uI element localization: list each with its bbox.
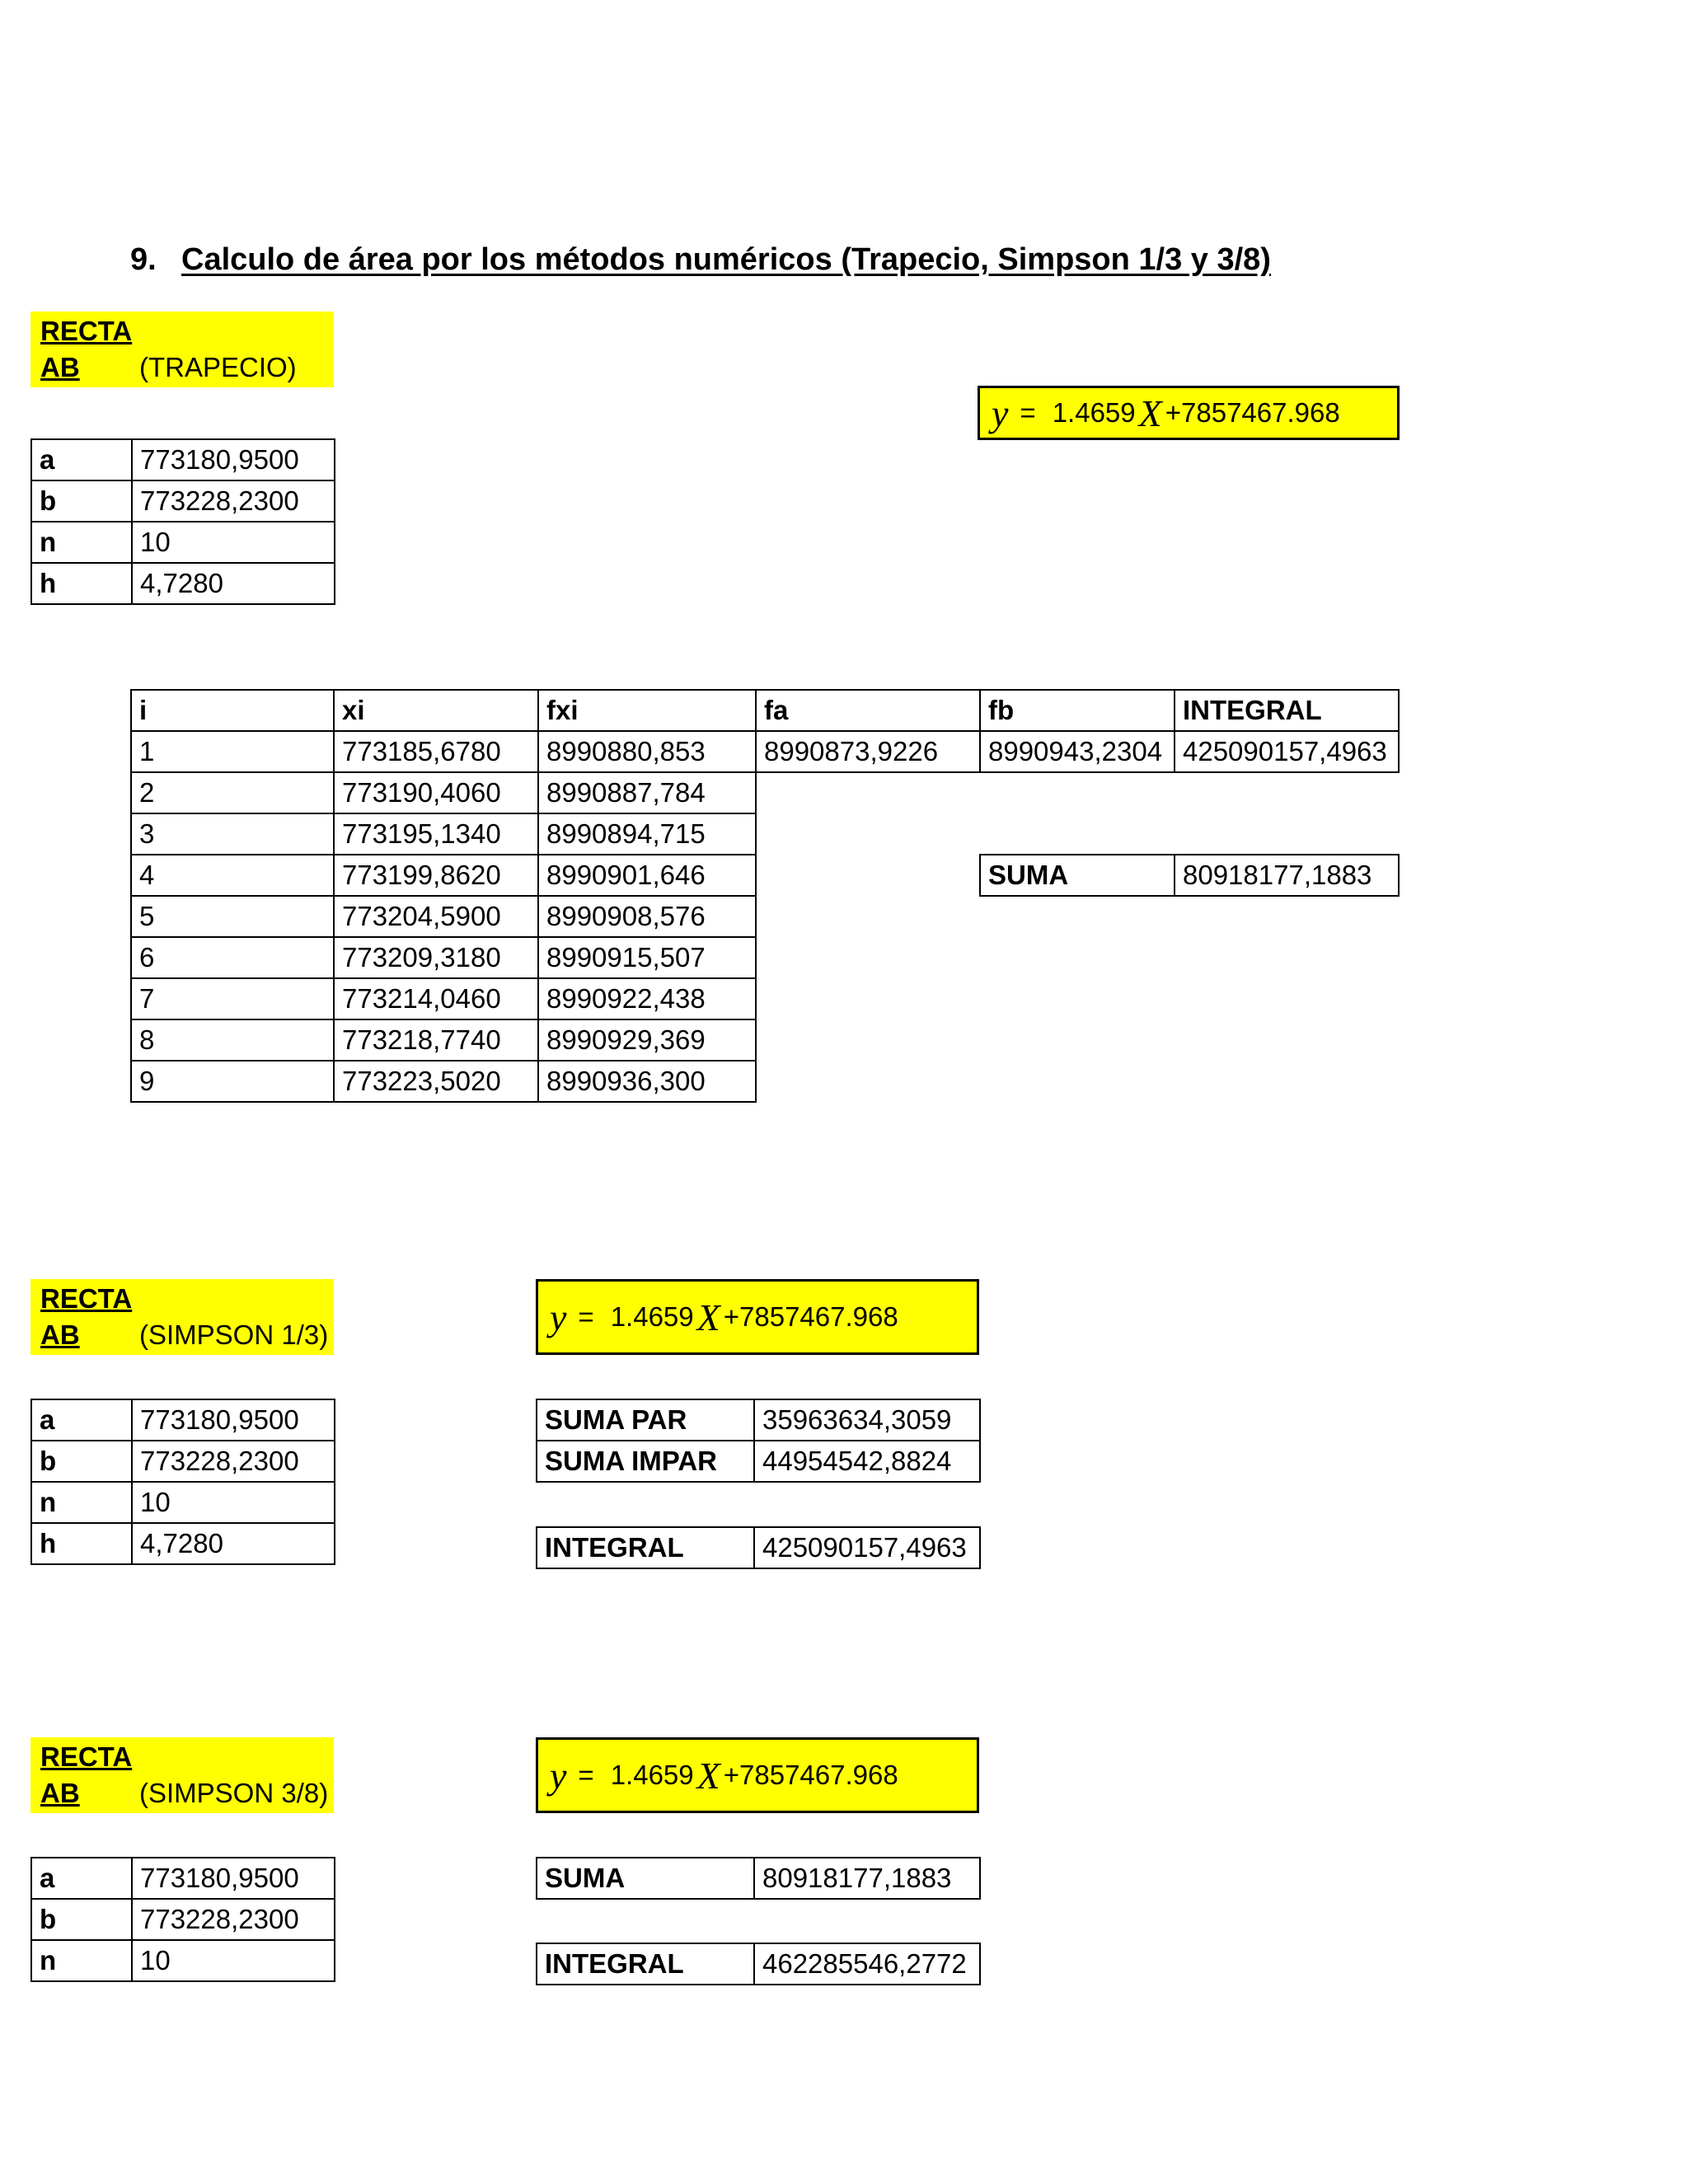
empty-cell [756,813,1399,855]
cell-i: 1 [131,731,334,772]
eq-equals: = [578,1760,594,1790]
suma-label: SUMA [980,855,1175,896]
cell-fxi: 8990894,715 [538,813,756,855]
suma-impar-label: SUMA IMPAR [537,1441,754,1482]
trapecio-equation [978,386,1400,440]
param-key: a [31,439,132,480]
param-value: 4,7280 [132,563,335,604]
param-value: 4,7280 [132,1523,335,1564]
param-value: 773180,9500 [132,439,335,480]
suma-label: SUMA [537,1858,754,1899]
table-row [131,855,1399,896]
cell-xi: 773209,3180 [334,937,538,978]
empty-cell [756,855,980,896]
param-key: a [31,1858,132,1899]
cell-i: 6 [131,937,334,978]
param-value: 773180,9500 [132,1858,335,1899]
suma-par-label: SUMA PAR [537,1399,754,1441]
cell-fxi: 8990929,369 [538,1019,756,1061]
eq-var-y: y [550,1754,567,1797]
empty-cell [756,1019,1399,1061]
param-key: b [31,1899,132,1940]
suma-impar-row [537,1441,980,1482]
cell-xi: 773185,6780 [334,731,538,772]
param-row [31,439,335,480]
header-fa: fa [756,690,980,731]
param-row [31,1940,335,1981]
param-value: 773228,2300 [132,480,335,522]
eq-var-x: X [696,1296,720,1338]
param-value: 10 [132,1940,335,1981]
integral-value: 462285546,2772 [754,1943,980,1985]
simpson38-suma-table [536,1857,981,1900]
empty-cell [756,772,1399,813]
param-key: b [31,480,132,522]
param-key: h [31,1523,132,1564]
simpson38-label [30,1737,334,1813]
param-value: 773228,2300 [132,1899,335,1940]
param-row [31,1899,335,1940]
eq-coef: 1.4659 [610,1301,694,1332]
cell-i: 4 [131,855,334,896]
table-row [131,1061,1399,1102]
header-fxi: fxi [538,690,756,731]
cell-xi: 773195,1340 [334,813,538,855]
label-method: (SIMPSON 1/3) [139,1319,329,1350]
integral-row [537,1527,980,1568]
eq-const: +7857467.968 [1165,397,1340,428]
cell-xi: 773214,0460 [334,978,538,1019]
label-recta: RECTA [40,1283,133,1314]
cell-xi: 773190,4060 [334,772,538,813]
header-fb: fb [980,690,1175,731]
cell-i: 9 [131,1061,334,1102]
cell-fxi: 8990880,853 [538,731,756,772]
page-title [130,242,1271,278]
param-key: n [31,522,132,563]
cell-xi: 773218,7740 [334,1019,538,1061]
eq-var-y: y [992,391,1009,434]
suma-row [537,1858,980,1899]
header-i: i [131,690,334,731]
param-key: a [31,1399,132,1441]
param-key: h [31,563,132,604]
param-value: 773228,2300 [132,1441,335,1482]
cell-i: 7 [131,978,334,1019]
cell-integral: 425090157,4963 [1175,731,1399,772]
empty-cell [756,978,1399,1019]
integral-row [537,1943,980,1985]
empty-cell [756,1061,1399,1102]
eq-var-x: X [1138,391,1162,434]
table-row [131,978,1399,1019]
eq-equals: = [578,1301,594,1332]
param-row [31,522,335,563]
cell-fxi: 8990915,507 [538,937,756,978]
param-value: 10 [132,1482,335,1523]
param-value: 773180,9500 [132,1399,335,1441]
cell-fxi: 8990936,300 [538,1061,756,1102]
suma-par-value: 35963634,3059 [754,1399,980,1441]
header-integral: INTEGRAL [1175,690,1399,731]
table-row [131,1019,1399,1061]
param-row [31,1399,335,1441]
table-row [131,896,1399,937]
suma-impar-value: 44954542,8824 [754,1441,980,1482]
param-key: b [31,1441,132,1482]
simpson13-params-table [30,1399,335,1565]
label-ab: AB [40,1778,80,1808]
trapecio-label [30,312,334,387]
cell-fxi: 8990901,646 [538,855,756,896]
table-row [131,937,1399,978]
param-row [31,1441,335,1482]
label-method: (SIMPSON 3/8) [139,1778,329,1808]
param-row [31,1482,335,1523]
cell-xi: 773204,5900 [334,896,538,937]
label-recta: RECTA [40,1741,133,1772]
param-row [31,480,335,522]
cell-fb: 8990943,2304 [980,731,1175,772]
eq-const: +7857467.968 [723,1760,898,1790]
section-number: 9. [130,242,157,277]
param-key: n [31,1940,132,1981]
empty-cell [756,896,1399,937]
eq-const: +7857467.968 [723,1301,898,1332]
param-row [31,563,335,604]
table-header-row [131,690,1399,731]
suma-value: 80918177,1883 [754,1858,980,1899]
eq-coef: 1.4659 [610,1760,694,1790]
cell-i: 3 [131,813,334,855]
cell-fa: 8990873,9226 [756,731,980,772]
cell-i: 8 [131,1019,334,1061]
trapecio-data-table [130,689,1400,1103]
integral-label: INTEGRAL [537,1943,754,1985]
label-recta: RECTA [40,316,133,346]
cell-xi: 773199,8620 [334,855,538,896]
eq-coef: 1.4659 [1052,397,1136,428]
table-row [131,813,1399,855]
empty-cell [756,937,1399,978]
cell-i: 2 [131,772,334,813]
cell-fxi: 8990887,784 [538,772,756,813]
integral-value: 425090157,4963 [754,1527,980,1568]
section-title: Calculo de área por los métodos numéricos (Trapecio, Simpson 1/3 y 3/8) [181,242,1271,277]
table-row [131,772,1399,813]
cell-fxi: 8990922,438 [538,978,756,1019]
header-xi: xi [334,690,538,731]
param-key: n [31,1482,132,1523]
simpson13-equation [536,1279,979,1355]
eq-var-y: y [550,1296,567,1338]
integral-label: INTEGRAL [537,1527,754,1568]
param-value: 10 [132,522,335,563]
suma-value: 80918177,1883 [1175,855,1399,896]
simpson13-integral-table [536,1526,981,1569]
cell-xi: 773223,5020 [334,1061,538,1102]
param-row [31,1858,335,1899]
simpson38-params-table [30,1857,335,1982]
eq-equals: = [1020,397,1036,428]
trapecio-params-table [30,438,335,605]
eq-var-x: X [696,1754,720,1797]
simpson13-label [30,1279,334,1355]
cell-i: 5 [131,896,334,937]
simpson13-sums-table [536,1399,981,1483]
simpson38-equation [536,1737,979,1813]
label-ab: AB [40,352,80,382]
label-ab: AB [40,1319,80,1350]
suma-par-row [537,1399,980,1441]
param-row [31,1523,335,1564]
table-row [131,731,1399,772]
label-method: (TRAPECIO) [139,352,297,382]
cell-fxi: 8990908,576 [538,896,756,937]
simpson38-integral-table [536,1943,981,1985]
